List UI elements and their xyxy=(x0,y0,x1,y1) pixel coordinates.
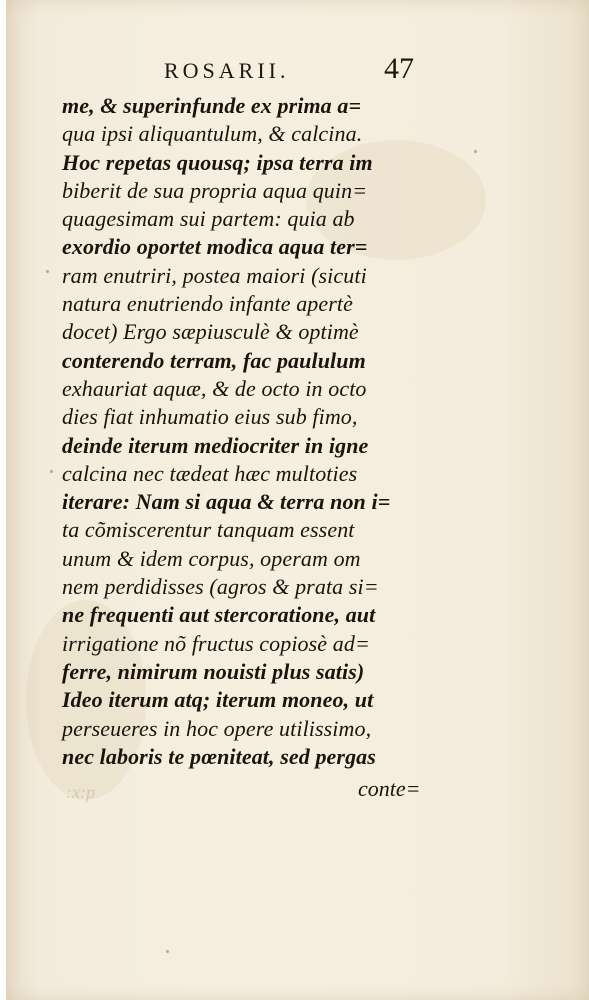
page-number: 47 xyxy=(384,52,414,85)
paper-speck xyxy=(474,150,477,153)
book-page xyxy=(6,0,589,1000)
text-line: ram enutriri, postea maiori (sicuti xyxy=(62,262,367,288)
text-line: docet) Ergo sæpiusculè & optimè xyxy=(62,319,359,345)
text-line: dies fiat inhumatio eius sub fimo, xyxy=(62,404,358,430)
page-header xyxy=(6,52,589,96)
text-line: conterendo terram, fac paululum xyxy=(62,347,366,373)
text-line: unum & idem corpus, operam om xyxy=(62,545,361,571)
text-line: perseueres in hoc opere utilissimo, xyxy=(62,715,372,741)
catchword: conte= xyxy=(358,776,421,801)
text-line: biberit de sua propria aqua quin= xyxy=(62,177,368,203)
text-line: Ideo iterum atq; iterum moneo, ut xyxy=(62,687,374,713)
text-line: irrigatione nõ fructus copiosè ad= xyxy=(62,630,370,656)
paper-speck xyxy=(50,470,53,473)
text-line: exordio oportet modica aqua ter= xyxy=(62,234,368,260)
text-line: iterare: Nam si aqua & terra non i= xyxy=(62,489,391,515)
text-line: nec laboris te pœniteat, sed pergas xyxy=(62,743,376,769)
text-line: me, & superinfunde ex prima a= xyxy=(62,93,362,118)
running-head: ROSARII. xyxy=(164,58,290,83)
text-line: nem perdidisses (agros & prata si= xyxy=(62,574,379,600)
text-block xyxy=(62,92,432,771)
text-line: ne frequenti aut stercoratione, aut xyxy=(62,602,376,628)
show-through-mark: :x:p xyxy=(66,782,95,802)
paper-speck xyxy=(166,950,169,953)
text-line: exhauriat aquæ, & de octo in octo xyxy=(62,375,367,401)
text-line: ferre, nimirum nouisti plus satis) xyxy=(62,658,365,684)
text-line: Hoc repetas quousq; ipsa terra im xyxy=(62,149,373,175)
text-line: qua ipsi aliquantulum, & calcina. xyxy=(62,121,363,147)
text-line: deinde iterum mediocriter in igne xyxy=(62,432,369,458)
text-line: calcina nec tædeat hæc multoties xyxy=(62,460,358,486)
text-line: natura enutriendo infante apertè xyxy=(62,291,353,317)
paper-speck xyxy=(46,270,49,273)
text-line: quagesimam sui partem: quia ab xyxy=(62,206,355,232)
text-line: ta cõmiscerentur tanquam essent xyxy=(62,517,355,543)
